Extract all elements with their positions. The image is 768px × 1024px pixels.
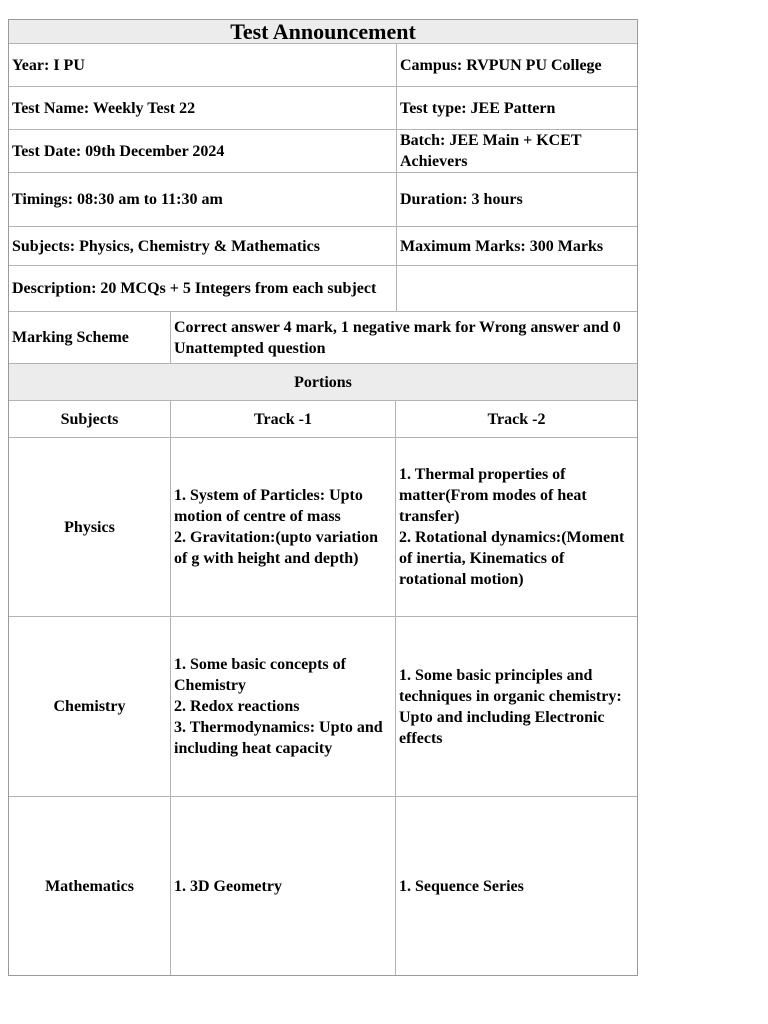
track-1-topics: 1. Some basic concepts of Chemistry 2. Redox reactions 3. Thermodynamics: Upto and including heat capacity: [170, 617, 395, 796]
info-row-timings: [9, 173, 637, 227]
year-cell: Year: I PU: [12, 56, 85, 74]
marking-scheme-value: Correct answer 4 mark, 1 negative mark for Wrong answer and 0 Unattempted question: [170, 312, 637, 363]
portion-row-chemistry: [9, 617, 637, 797]
timings-cell: Timings: 08:30 am to 11:30 am: [12, 191, 223, 208]
page-title: Test Announcement: [230, 19, 416, 44]
portions-heading-row: [9, 364, 637, 401]
info-row-test-name: [9, 87, 637, 130]
column-header-track-2: Track -2: [395, 401, 637, 437]
description-cell: Description: 20 MCQs + 5 Integers from each subject: [12, 280, 377, 297]
track-2-topics: 1. Thermal properties of matter(From modes of heat transfer) 2. Rotational dynamics:(Moment of inertia, Kinematics of rotational motion): [395, 438, 637, 616]
portion-row-physics: [9, 438, 637, 617]
info-row-test-date: [9, 130, 637, 173]
column-header-track-1: Track -1: [170, 401, 395, 437]
marking-scheme-row: [9, 312, 637, 364]
test-type-cell: Test type: JEE Pattern: [396, 87, 637, 129]
portion-row-mathematics: [9, 797, 637, 975]
track-1-topics: 1. 3D Geometry: [170, 797, 395, 975]
test-announcement-table: [8, 19, 638, 976]
subject-name: Chemistry: [53, 698, 126, 715]
title-row: [9, 20, 637, 44]
column-header-subjects: Subjects: [60, 410, 119, 428]
info-row-year: [9, 44, 637, 87]
subject-name: Mathematics: [45, 877, 134, 895]
portions-header-row: [9, 401, 637, 438]
subject-name: Physics: [64, 518, 115, 536]
test-date-cell: Test Date: 09th December 2024: [12, 142, 225, 160]
info-row-description: [9, 266, 637, 312]
subjects-cell: Subjects: Physics, Chemistry & Mathematics: [12, 237, 320, 255]
duration-cell: Duration: 3 hours: [396, 173, 637, 226]
portions-heading: Portions: [294, 373, 352, 391]
max-marks-cell: Maximum Marks: 300 Marks: [396, 227, 637, 265]
test-name-cell: Test Name: Weekly Test 22: [12, 99, 196, 117]
track-2-topics: 1. Sequence Series: [395, 797, 637, 975]
marking-scheme-label: Marking Scheme: [12, 329, 129, 346]
track-2-topics: 1. Some basic principles and techniques in organic chemistry: Upto and including Electronic effects: [395, 617, 637, 796]
empty-cell: [396, 266, 637, 311]
batch-cell: Batch: JEE Main + KCET Achievers: [396, 130, 637, 172]
campus-cell: Campus: RVPUN PU College: [396, 44, 637, 86]
track-1-topics: 1. System of Particles: Upto motion of centre of mass 2. Gravitation:(upto variation of g with height and depth): [170, 438, 395, 616]
info-row-subjects: [9, 227, 637, 266]
